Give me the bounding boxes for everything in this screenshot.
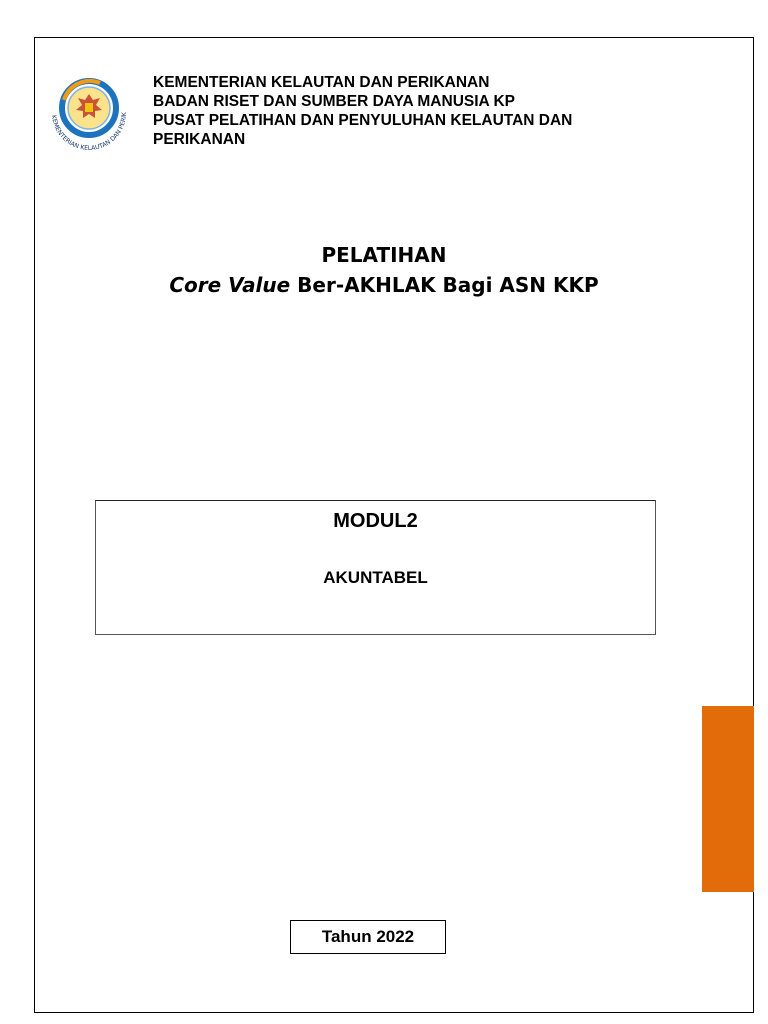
logo-ring-text: KEMENTERIAN KELAUTAN DAN PERIK	[50, 112, 129, 153]
institution-line-agency: BADAN RISET DAN SUMBER DAYA MANUSIA KP	[153, 93, 515, 110]
institution-header	[153, 73, 673, 149]
training-heading: PELATIHAN	[321, 243, 447, 267]
ministry-logo-icon	[40, 70, 138, 156]
institution-line-center-cont: PERIKANAN	[153, 131, 246, 148]
module-title: AKUNTABEL	[323, 568, 428, 587]
training-subtitle-italic: Core Value	[169, 273, 291, 297]
year-label: Tahun 2022	[290, 920, 446, 954]
training-subtitle	[0, 270, 768, 300]
institution-line-center: PUSAT PELATIHAN DAN PENYULUHAN KELAUTAN DAN	[153, 112, 573, 129]
orange-accent-bar	[702, 706, 754, 892]
module-number: MODUL2	[333, 510, 418, 532]
module-box	[95, 500, 656, 635]
training-subtitle-rest: Ber-AKHLAK Bagi ASN KKP	[290, 273, 599, 297]
training-title	[0, 240, 768, 300]
institution-line-ministry: KEMENTERIAN KELAUTAN DAN PERIKANAN	[153, 74, 490, 91]
